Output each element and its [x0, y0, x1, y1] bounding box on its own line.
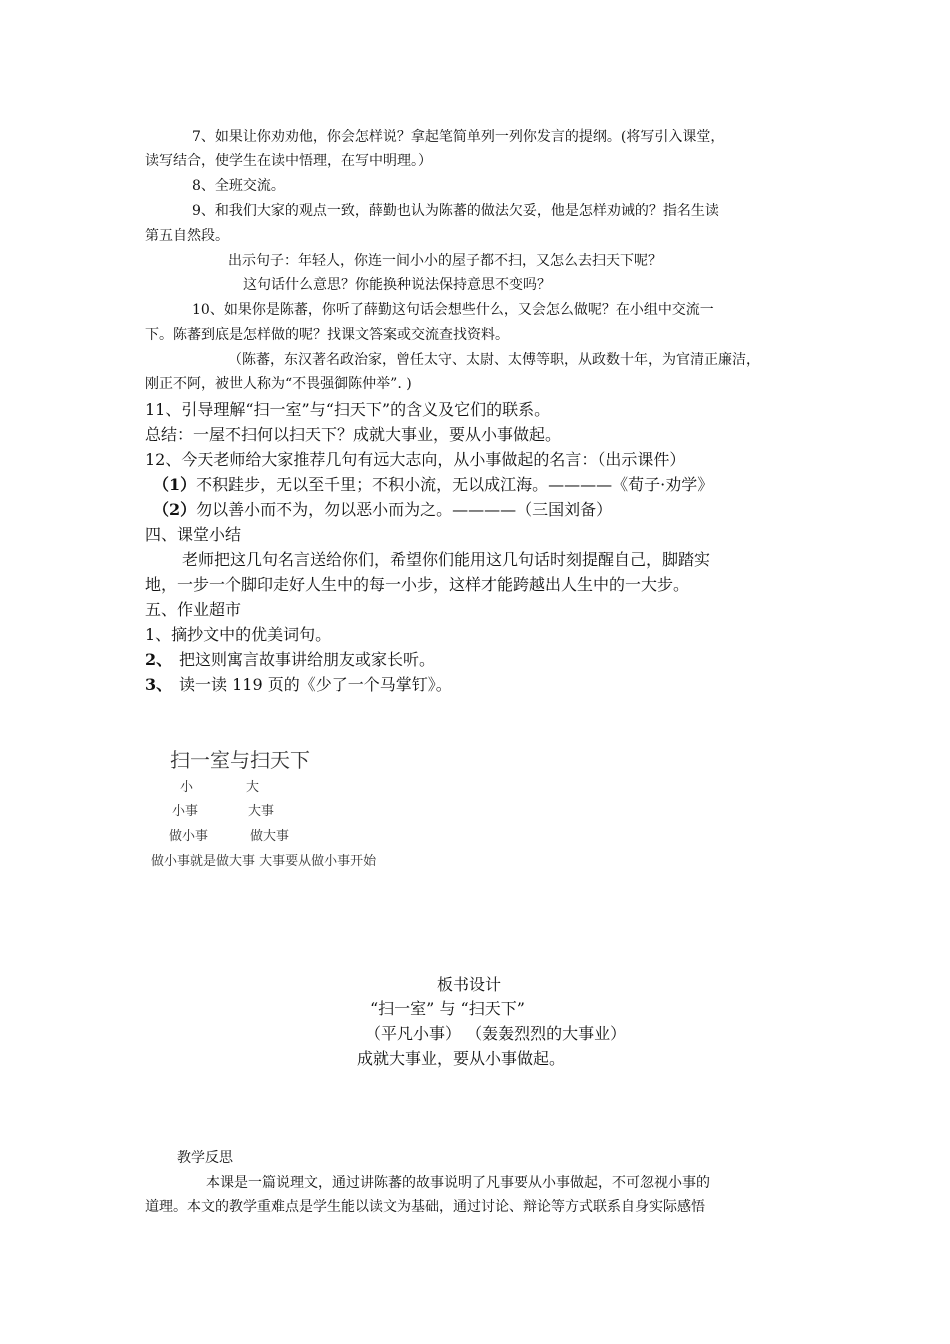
board-line3: 成就大事业，要从小事做起。 — [357, 1049, 566, 1068]
section-5-heading: 五、作业超市 — [145, 600, 242, 619]
step-10-line1: 10、如果你是陈蕃，你听了薛勤这句话会想些什么，又会怎么做呢？在小组中交流一 — [192, 302, 714, 318]
quote-1-text: 不积跬步，无以至千里；不积小流，无以成江海。————《荀子·劝学》 — [196, 475, 714, 494]
diagram-big: 大 — [246, 780, 260, 795]
reflection-line2: 道理。本文的教学重难点是学生能以读文为基础，通过讨论、辩论等方式联系自身实际感悟 — [145, 1199, 705, 1215]
board-line2: （平凡小事） （轰轰烈烈的大事业） — [365, 1024, 627, 1043]
summary-line: 总结：一屋不扫何以扫天下？成就大事业，要从小事做起。 — [145, 425, 562, 444]
homework-1: 1、摘抄文中的优美词句。 — [145, 625, 332, 644]
section-4-line2: 地，一步一个脚印走好人生中的每一小步，这样才能跨越出人生中的一大步。 — [145, 575, 690, 594]
board-heading: 板书设计 — [437, 975, 502, 994]
chenfan-note-line2: 刚正不阿，被世人称为“不畏强御陈仲举”. ) — [145, 376, 412, 392]
board-line1: “扫一室” 与 “扫天下” — [370, 999, 525, 1018]
quote-2 — [153, 498, 612, 522]
question-line: 这句话什么意思？你能换种说法保持意思不变吗？ — [243, 277, 551, 293]
quote-1 — [153, 473, 713, 497]
step-9-line2: 第五自然段。 — [145, 228, 229, 244]
section-4-line1: 老师把这几句名言送给你们，希望你们能用这几句话时刻提醒自己，脚踏实 — [182, 550, 711, 569]
step-11: 11、引导理解“扫一室”与“扫天下”的含义及它们的联系。 — [145, 400, 551, 419]
diagram-small-thing: 小事 — [172, 804, 199, 819]
diagram-conclusion: 做小事就是做大事 大事要从做小事开始 — [151, 854, 377, 869]
quote-2-number: （2） — [153, 500, 197, 519]
homework-2-text: 把这则寓言故事讲给朋友或家长听。 — [179, 650, 436, 669]
diagram-big-thing: 大事 — [248, 804, 275, 819]
step-12: 12、今天老师给大家推荐几句有远大志向，从小事做起的名言：（出示课件） — [145, 450, 686, 469]
step-8: 8、全班交流。 — [192, 178, 285, 194]
quoted-sentence: 出示句子：年轻人，你连一间小小的屋子都不扫，又怎么去扫天下呢？ — [228, 253, 662, 269]
reflection-heading: 教学反思 — [177, 1150, 233, 1166]
reflection-line1: 本课是一篇说理文，通过讲陈蕃的故事说明了凡事要从小事做起，不可忽视小事的 — [206, 1175, 710, 1191]
step-9-line1: 9、和我们大家的观点一致，薛勤也认为陈蕃的做法欠妥，他是怎样劝诫的？指名生读 — [192, 203, 719, 219]
quote-1-number: （1） — [153, 475, 197, 494]
chenfan-note-line1: （陈蕃，东汉著名政治家，曾任太守、太尉、太傅等职，从政数十年，为官清正廉洁， — [228, 352, 760, 368]
homework-2-number: 2、 — [145, 650, 173, 669]
diagram-small: 小 — [180, 780, 194, 795]
homework-3 — [145, 673, 452, 697]
diagram-do-small: 做小事 — [169, 829, 209, 844]
homework-2 — [145, 648, 435, 672]
homework-3-text: 读一读 119 页的《少了一个马掌钉》。 — [179, 675, 452, 694]
step-10-line2: 下。陈蕃到底是怎样做的呢？找课文答案或交流查找资料。 — [145, 327, 509, 343]
quote-2-text: 勿以善小而不为，勿以恶小而为之。————（三国刘备） — [196, 500, 613, 519]
step-7-line1: 7、如果让你劝劝他，你会怎样说？拿起笔简单列一列你发言的提纲。(将写引入课堂， — [192, 129, 725, 145]
step-7-line2: 读写结合，使学生在读中悟理，在写中明理。） — [145, 153, 432, 169]
homework-3-number: 3、 — [145, 675, 173, 694]
section-4-heading: 四、课堂小结 — [145, 525, 242, 544]
diagram-title: 扫一室与扫天下 — [170, 748, 310, 772]
diagram-do-big: 做大事 — [250, 829, 290, 844]
